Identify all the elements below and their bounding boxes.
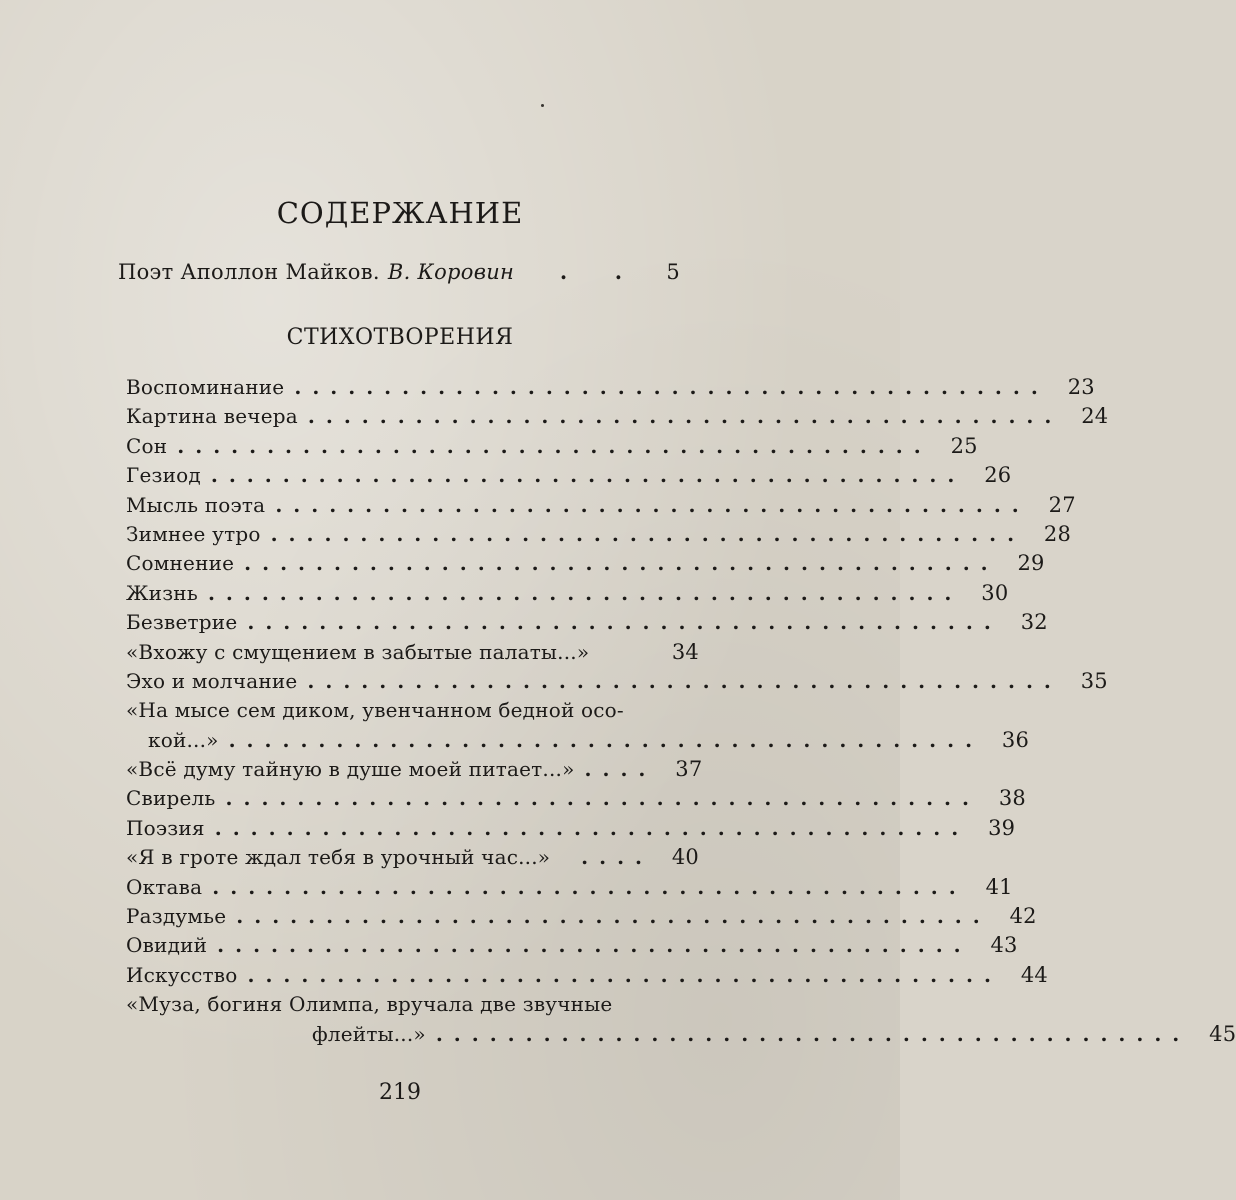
entry-title: Раздумье: [126, 904, 227, 929]
intro-author: В. Коровин: [387, 260, 515, 284]
entry-title: Воспоминание: [126, 375, 285, 399]
entry-page-number: 26: [984, 463, 1012, 488]
entry-page-number: 36: [1001, 727, 1030, 752]
entry-page-number: 45: [1209, 1021, 1236, 1046]
dot-leader: ..........................................: [294, 375, 1049, 399]
dot-leader: ..........................................: [217, 933, 972, 958]
entry-page-number: 42: [1009, 904, 1037, 929]
entry-title: кой...»: [148, 727, 219, 752]
page-number: 219: [379, 1080, 421, 1105]
entry-page-number: 29: [1017, 551, 1045, 576]
toc-entry: [126, 786, 1026, 815]
entry-title: «Я в гроте ждал тебя в урочный час...»: [126, 845, 551, 870]
dot-leader: ....: [581, 845, 653, 870]
entry-title: Жизнь: [126, 580, 198, 605]
entry-page-number: 43: [990, 933, 1018, 958]
intro-entry: [118, 259, 680, 284]
entry-title: Безветрие: [126, 610, 238, 635]
toc-entry: [126, 580, 1009, 610]
toc-entry: [126, 492, 1076, 522]
dot-leader: ....: [584, 757, 657, 782]
entry-title: Мысль поэта: [126, 492, 266, 517]
dot-leader: ..........................................: [214, 815, 970, 840]
entry-title: «Вхожу с смущением в забытые палаты...»: [126, 639, 590, 664]
entry-title: флейты...»: [312, 1021, 426, 1046]
dot-leader: ..........................................: [177, 433, 932, 458]
dot-leader: ..........................................: [228, 727, 984, 752]
toc-entry: [126, 375, 1095, 404]
ink-speck: [541, 104, 544, 107]
toc-entry: [126, 757, 703, 786]
dot-leader: ..........................................: [307, 668, 1062, 693]
entry-page-number: 23: [1067, 375, 1095, 399]
dot-leader: ..........................................: [244, 551, 999, 576]
entry-page-number: 39: [988, 815, 1016, 840]
toc-entry-continuation: [126, 1021, 1236, 1051]
toc-entry: [126, 404, 1109, 433]
entry-title: Картина вечера: [126, 404, 298, 429]
dot-leader: ..........................................: [435, 1021, 1191, 1046]
toc-entry: [126, 992, 699, 1021]
dot-leader: . .: [559, 259, 623, 284]
toc-entry: [126, 610, 1048, 639]
entry-title: Сон: [126, 433, 168, 458]
entry-title: Сомнение: [126, 551, 235, 576]
entry-page-number: 37: [675, 757, 703, 782]
entry-page-number: 38: [998, 786, 1026, 811]
entry-page-number: 40: [671, 845, 699, 870]
toc-entry: [126, 933, 1018, 962]
toc-entry: [126, 521, 1072, 551]
entry-title: Гезиод: [126, 463, 201, 488]
dot-leader: ..........................................: [275, 492, 1030, 517]
toc-entry: [126, 640, 699, 669]
entry-page-number: 35: [1080, 668, 1108, 693]
toc-entry: [126, 668, 1108, 698]
entry-page-number: 28: [1043, 521, 1072, 546]
toc-entry: [126, 698, 699, 727]
entry-title: Поэзия: [126, 815, 205, 840]
entry-page-number: 27: [1048, 492, 1076, 517]
intro-title: Поэт Аполлон Майков.: [118, 260, 380, 284]
entry-title: Свирель: [126, 786, 216, 811]
entry-page-number: 34: [671, 639, 699, 664]
dot-leader: ..........................................: [247, 610, 1002, 635]
page-title: СОДЕРЖАНИЕ: [276, 196, 524, 230]
toc-entry: [126, 463, 1012, 492]
toc-entry: [126, 815, 1016, 845]
entry-title: «Муза, богиня Олимпа, вручала две звучные: [126, 992, 613, 1017]
entry-page-number: 25: [950, 433, 978, 458]
entry-title: Овидий: [126, 933, 208, 958]
entry-page-number: 24: [1081, 404, 1109, 429]
dot-leader: ..........................................: [270, 521, 1026, 546]
section-heading: СТИХОТВОРЕНИЯ: [286, 325, 514, 350]
toc-entry: [126, 962, 1048, 992]
entry-title: «Всё думу тайную в душе моей питает...»: [126, 757, 575, 782]
entry-title: Эхо и молчание: [126, 668, 298, 693]
dot-leader: ..........................................: [225, 786, 980, 811]
dot-leader: ..........................................: [247, 962, 1002, 987]
dot-leader: ..........................................: [212, 874, 967, 899]
dot-leader: ..........................................: [307, 404, 1063, 429]
entry-page-number: 41: [985, 874, 1013, 899]
dot-leader: ..........................................: [236, 904, 991, 929]
toc-list: [126, 375, 1236, 1051]
toc-entry: [126, 904, 1037, 933]
entry-page-number: 30: [981, 580, 1009, 605]
entry-title: Зимнее утро: [126, 521, 261, 546]
intro-page-number: 5: [666, 260, 680, 284]
dot-leader: ..........................................: [210, 463, 966, 488]
toc-entry: [126, 845, 699, 874]
entry-title: «На мысе сем диком, увенчанном бедной осо-: [126, 698, 624, 723]
entry-title: Октава: [126, 874, 203, 899]
toc-entry-continuation: [126, 727, 1030, 757]
toc-entry: [126, 433, 978, 463]
entry-title: Искусство: [126, 962, 238, 987]
toc-entry: [126, 874, 1013, 904]
entry-page-number: 44: [1020, 962, 1048, 987]
dot-leader: ..........................................: [207, 580, 963, 605]
entry-page-number: 32: [1020, 610, 1048, 635]
toc-entry: [126, 551, 1045, 580]
